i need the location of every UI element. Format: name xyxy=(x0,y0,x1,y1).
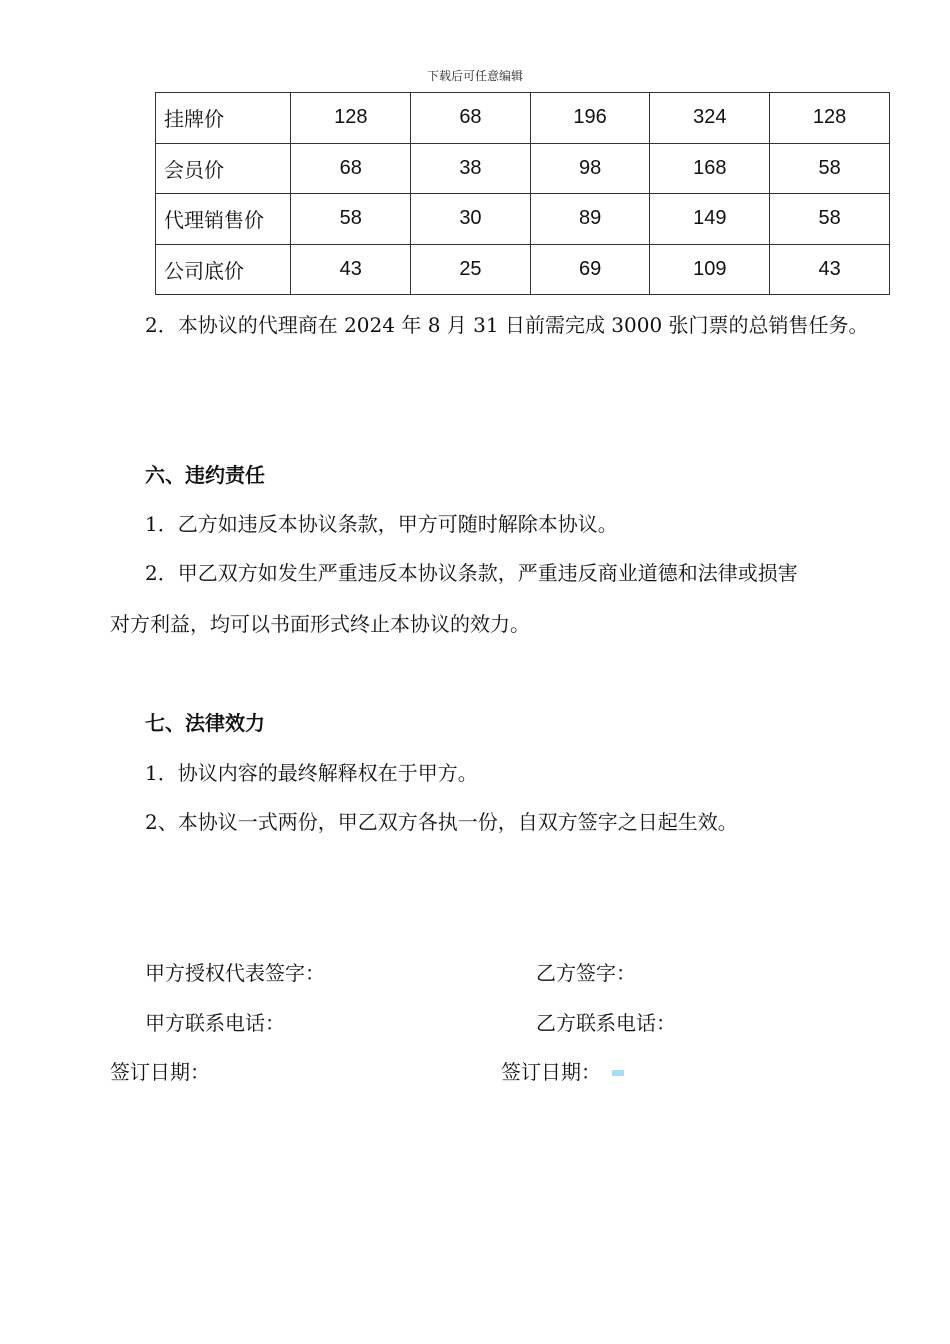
table-cell: 324 xyxy=(650,93,770,144)
section7-title: 七、法律效力 xyxy=(145,711,265,735)
section6-item1: 1．乙方如违反本协议条款，甲方可随时解除本协议。 xyxy=(145,512,618,536)
table-cell: 98 xyxy=(530,143,650,194)
table-cell: 43 xyxy=(291,244,411,295)
section5-item2: 2．本协议的代理商在 2024 年 8 月 31 日前需完成 3000 张门票的总销售任务。 xyxy=(145,313,869,337)
row-label: 会员价 xyxy=(156,143,291,194)
table-cell: 43 xyxy=(770,244,890,295)
highlight-mark xyxy=(612,1070,624,1076)
table-cell: 25 xyxy=(411,244,531,295)
row-label: 挂牌价 xyxy=(156,93,291,144)
table-row xyxy=(156,194,890,245)
party-a-date-label: 签订日期： xyxy=(110,1060,210,1084)
table-cell: 38 xyxy=(411,143,531,194)
party-a-phone-label: 甲方联系电话： xyxy=(145,1011,285,1035)
party-a-signature-label: 甲方授权代表签字： xyxy=(145,961,325,985)
table-cell: 69 xyxy=(530,244,650,295)
table-cell: 149 xyxy=(650,194,770,245)
table-row xyxy=(156,143,890,194)
table-cell: 58 xyxy=(291,194,411,245)
table-cell: 196 xyxy=(530,93,650,144)
table-cell: 128 xyxy=(291,93,411,144)
section6-title: 六、违约责任 xyxy=(145,463,265,487)
table-cell: 89 xyxy=(530,194,650,245)
party-b-date-label: 签订日期： xyxy=(501,1060,601,1084)
section7-item2: 2、本协议一式两份，甲乙双方各执一份，自双方签字之日起生效。 xyxy=(145,810,738,834)
row-label: 公司底价 xyxy=(156,244,291,295)
page-header: 下载后可任意编辑 xyxy=(426,69,523,83)
table-cell: 30 xyxy=(411,194,531,245)
table-row xyxy=(156,244,890,295)
table-cell: 128 xyxy=(770,93,890,144)
price-table xyxy=(155,92,890,295)
section6-item2-line2: 对方利益，均可以书面形式终止本协议的效力。 xyxy=(110,612,530,636)
table-row xyxy=(156,93,890,144)
table-cell: 109 xyxy=(650,244,770,295)
table-cell: 168 xyxy=(650,143,770,194)
table-cell: 58 xyxy=(770,143,890,194)
section7-item1: 1．协议内容的最终解释权在于甲方。 xyxy=(145,761,478,785)
table-cell: 68 xyxy=(411,93,531,144)
table-cell: 68 xyxy=(291,143,411,194)
row-label: 代理销售价 xyxy=(156,194,291,245)
section6-item2-line1: 2．甲乙双方如发生严重违反本协议条款，严重违反商业道德和法律或损害 xyxy=(145,561,798,585)
table-cell: 58 xyxy=(770,194,890,245)
party-b-phone-label: 乙方联系电话： xyxy=(536,1011,676,1035)
party-b-signature-label: 乙方签字： xyxy=(536,961,636,985)
